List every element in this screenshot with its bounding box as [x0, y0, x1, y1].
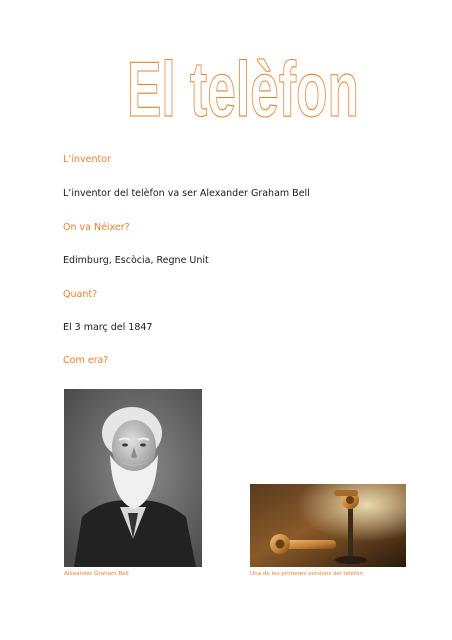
portrait-photo	[64, 389, 202, 567]
telephone-photo	[250, 484, 406, 567]
heading-appearance: Com era?	[63, 355, 109, 366]
heading-birthplace: On va Néixer?	[63, 222, 130, 233]
caption-portrait: Alexander Graham Bell	[64, 571, 129, 577]
heading-inventor: L’inventor	[63, 154, 111, 165]
caption-telephone: Una de les primeres versions del telèfon	[250, 571, 363, 577]
document-title	[0, 36, 452, 126]
text-inventor: L’inventor del telèfon va ser Alexander Graham Bell	[63, 188, 310, 199]
heading-when: Quant?	[63, 289, 98, 300]
text-when: El 3 març del 1847	[63, 322, 153, 333]
text-birthplace: Edimburg, Escòcia, Regne Unit	[63, 255, 209, 266]
title-text: El telèfon	[127, 45, 359, 126]
